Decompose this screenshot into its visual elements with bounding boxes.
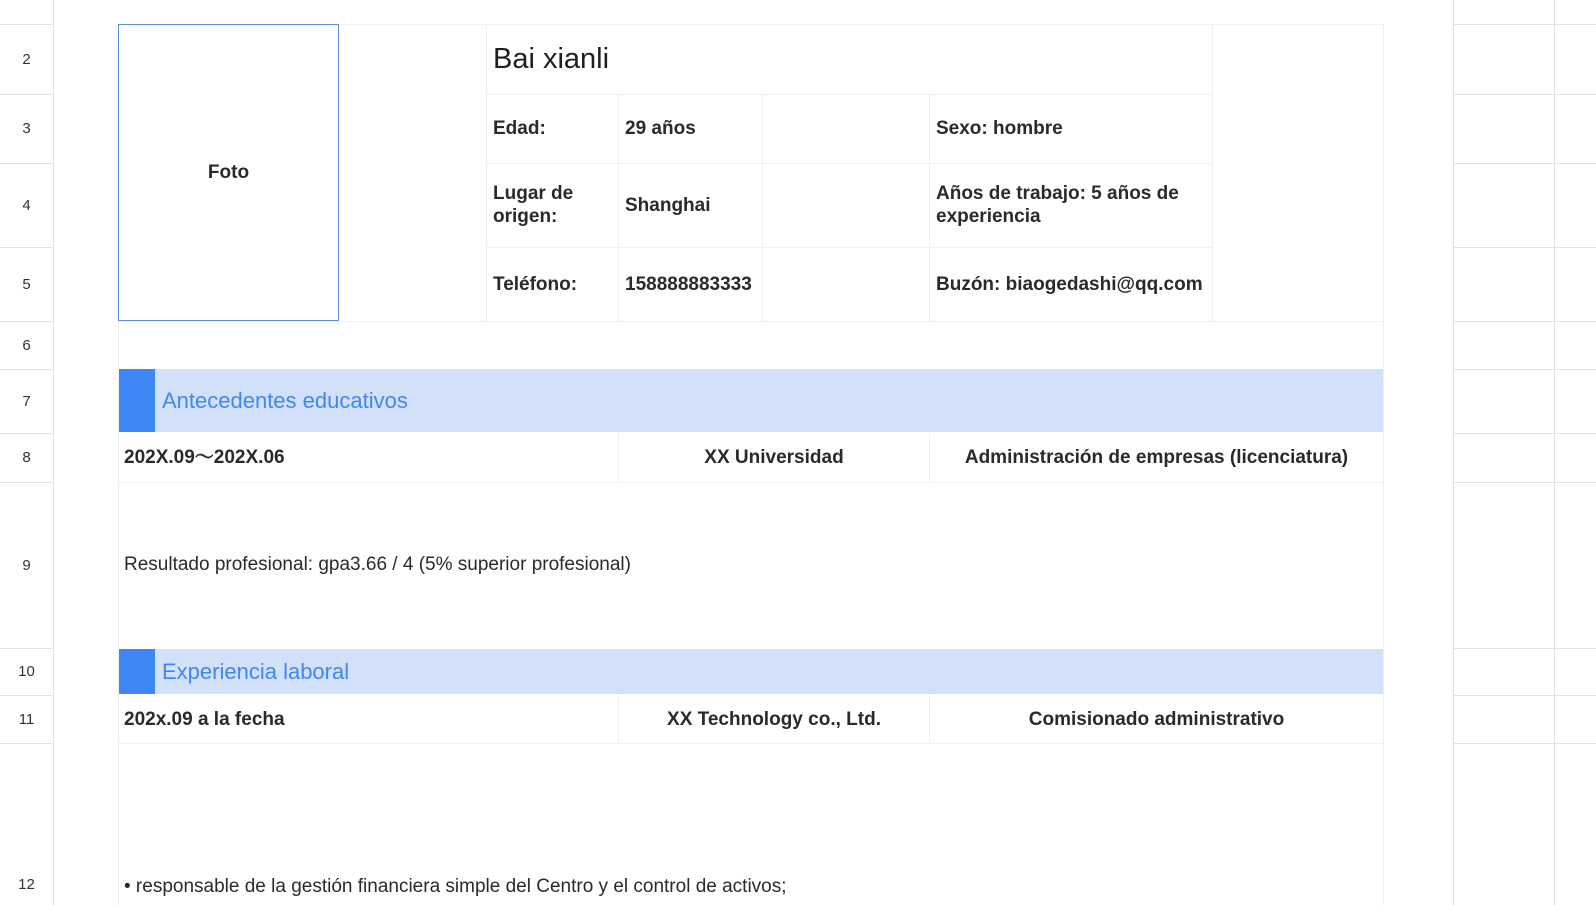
row-number[interactable]: 6	[22, 336, 31, 354]
experience-company-cell[interactable]	[619, 695, 929, 743]
cell-border	[486, 24, 487, 321]
row-number[interactable]: 11	[18, 710, 35, 728]
phone-value-cell[interactable]	[625, 247, 757, 321]
right-gutter-divider	[1453, 695, 1596, 696]
row-number[interactable]: 2	[22, 50, 31, 68]
photo-label: Foto	[207, 162, 250, 183]
column-divider-right	[1554, 0, 1555, 905]
row-number[interactable]: 12	[18, 876, 35, 893]
cell-border	[929, 94, 930, 321]
experience-duty-item: • responsable de la gestión financiera simple del Centro y el control de activos;	[124, 876, 787, 897]
photo-placeholder[interactable]	[118, 24, 339, 321]
name-cell[interactable]	[493, 24, 1193, 94]
row-number[interactable]: 5	[22, 275, 31, 293]
experience-position-cell[interactable]	[930, 695, 1383, 743]
email-value: Buzón: biaogedashi@qq.com	[936, 273, 1203, 295]
right-gutter-divider	[1453, 321, 1596, 322]
section-accent-bar	[119, 369, 155, 432]
education-result-cell[interactable]	[124, 482, 1374, 648]
row-header-border	[53, 0, 54, 905]
right-gutter-divider	[1453, 433, 1596, 434]
cell-border	[762, 94, 763, 321]
row-number[interactable]: 4	[22, 196, 31, 214]
education-major: Administración de empresas (licenciatura)	[964, 447, 1349, 468]
work-years-value: Años de trabajo: 5 años de experiencia	[936, 183, 1179, 227]
row-number[interactable]: 8	[22, 449, 31, 466]
right-gutter-divider	[1453, 163, 1596, 164]
education-school-cell[interactable]	[619, 433, 929, 482]
right-gutter-divider	[1453, 369, 1596, 370]
cell-border	[118, 321, 1383, 322]
right-gutter-divider	[1453, 648, 1596, 649]
age-value-cell[interactable]	[625, 94, 759, 163]
experience-company: XX Technology co., Ltd.	[667, 708, 881, 730]
row-number[interactable]: 3	[22, 120, 31, 137]
cell-border	[1383, 24, 1384, 905]
sheet-edge-right	[1453, 0, 1454, 905]
origin-value-cell[interactable]	[625, 163, 759, 247]
cell-border	[618, 94, 619, 321]
right-gutter-divider	[1453, 94, 1596, 95]
right-gutter-divider	[1453, 24, 1596, 25]
origin-label: Lugar de origen:	[493, 183, 574, 227]
row-number[interactable]: 7	[22, 392, 31, 410]
education-section-header[interactable]	[119, 369, 1383, 432]
row-divider	[0, 743, 53, 744]
right-gutter-divider	[1453, 482, 1596, 483]
right-gutter-divider	[1453, 743, 1596, 744]
row-number[interactable]: 10	[18, 663, 35, 680]
phone-value: 158888883333	[625, 273, 752, 295]
origin-value: Shanghai	[625, 194, 711, 216]
sex-value: Sexo: hombre	[936, 118, 1063, 139]
age-label-cell[interactable]	[493, 94, 613, 163]
cell-border	[1212, 24, 1213, 321]
education-major-cell[interactable]	[930, 433, 1383, 482]
education-result: Resultado profesional: gpa3.66 / 4 (5% superior profesional)	[124, 554, 631, 575]
candidate-name: Bai xianli	[493, 42, 610, 75]
work-years-cell[interactable]	[936, 163, 1206, 247]
right-gutter-divider	[1453, 247, 1596, 248]
education-school: XX Universidad	[704, 447, 844, 468]
age-value: 29 años	[625, 118, 696, 139]
email-cell[interactable]	[936, 247, 1212, 321]
cell-border	[118, 743, 1383, 744]
education-period: 202X.09～202X.06	[124, 447, 285, 468]
experience-section-header[interactable]	[119, 649, 1383, 694]
experience-period: 202x.09 a la fecha	[124, 708, 285, 730]
phone-label-cell[interactable]	[493, 247, 613, 321]
origin-label-cell[interactable]	[493, 163, 603, 247]
experience-position: Comisionado administrativo	[1028, 708, 1285, 730]
sex-cell[interactable]	[936, 94, 1206, 163]
row-number[interactable]: 9	[22, 556, 31, 574]
education-section-title: Antecedentes educativos	[162, 387, 408, 413]
experience-duties-cell[interactable]	[124, 876, 1374, 905]
age-label: Edad:	[493, 118, 546, 139]
section-accent-bar	[119, 649, 155, 694]
education-period-cell[interactable]	[124, 433, 614, 482]
experience-section-title: Experiencia laboral	[162, 658, 350, 684]
experience-period-cell[interactable]	[124, 695, 614, 743]
phone-label: Teléfono:	[493, 273, 578, 295]
